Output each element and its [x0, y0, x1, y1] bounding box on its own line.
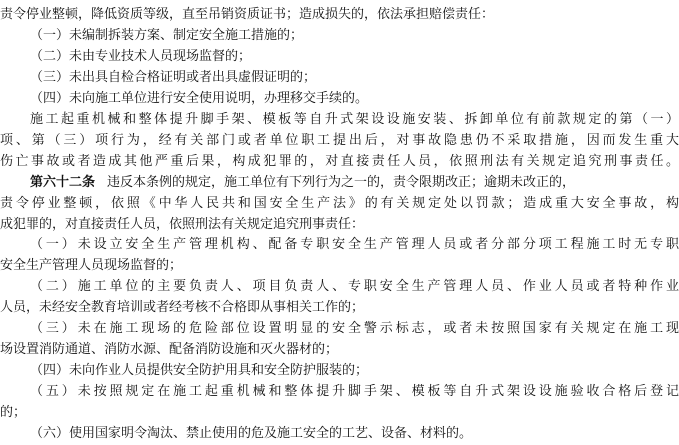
- list-item-continuation: 的；: [0, 405, 27, 421]
- paragraph-line: 成犯罪的，对直接责任人员，依照刑法有关规定追究刑事责任：: [0, 216, 365, 232]
- paragraph-line: 伤亡事故或者造成其他严重后果，构成犯罪的，对直接责任人员，依照刑法有关规定追究刑事责任。: [0, 153, 679, 169]
- article-line: [30, 172, 575, 194]
- paragraph-line: 责令停业整顿，降低资质等级，直至吊销资质证书；造成损失的，依法承担赔偿责任：: [0, 7, 495, 22]
- article-text: 违反本条例的规定，施工单位有下列行为之一的，责令限期改正；逾期未改正的，: [107, 174, 576, 190]
- list-item: （四）未向作业人员提供安全防护用具和安全防护服装的；: [30, 363, 369, 379]
- paragraph-line: 施工起重机械和整体提升脚手架、模板等自升式架设设施安装、拆卸单位有前款规定的第（一）: [30, 111, 679, 127]
- list-item: （三）未出具自检合格证明或者出具虚假证明的；: [30, 69, 317, 85]
- article-title: 第六十二条: [30, 174, 96, 190]
- paragraph-line: 责令停业整顿，依照《中华人民共和国安全生产法》的有关规定处以罚款；造成重大安全事故，构: [0, 195, 679, 211]
- paragraph-line: 项、第（三）项行为，经有关部门或者单位职工提出后，对事故隐患仍不采取措施，因而发生重大: [0, 132, 679, 148]
- list-item: （六）使用国家明令淘汰、禁止使用的危及施工安全的工艺、设备、材料的。: [30, 426, 473, 441]
- list-item: （一）未编制拆装方案、制定安全施工措施的；: [30, 27, 304, 43]
- list-item: （一）未设立安全生产管理机构、配备专职安全生产管理人员或者分部分项工程施工时无专职: [30, 237, 679, 253]
- list-item: （五）未按照规定在施工起重机械和整体提升脚手架、模板等自升式架设设施验收合格后登记: [30, 384, 679, 400]
- list-item: （四）未向施工单位进行安全使用说明，办理移交手续的。: [30, 90, 369, 106]
- list-item: （二）施工单位的主要负责人、项目负责人、专职安全生产管理人员、作业人员或者特种作业: [30, 279, 679, 295]
- list-item: （三）未在施工现场的危险部位设置明显的安全警示标志，或者未按照国家有关规定在施工现: [30, 321, 679, 337]
- list-item: （二）未由专业技术人员现场监督的；: [30, 48, 252, 64]
- list-item-continuation: 场设置消防通道、消防水源、配备消防设施和灭火器材的；: [0, 342, 339, 358]
- list-item-continuation: 安全生产管理人员现场监督的；: [0, 258, 183, 274]
- list-item-continuation: 人员，未经安全教育培训或者经考核不合格即从事相关工作的；: [0, 300, 365, 316]
